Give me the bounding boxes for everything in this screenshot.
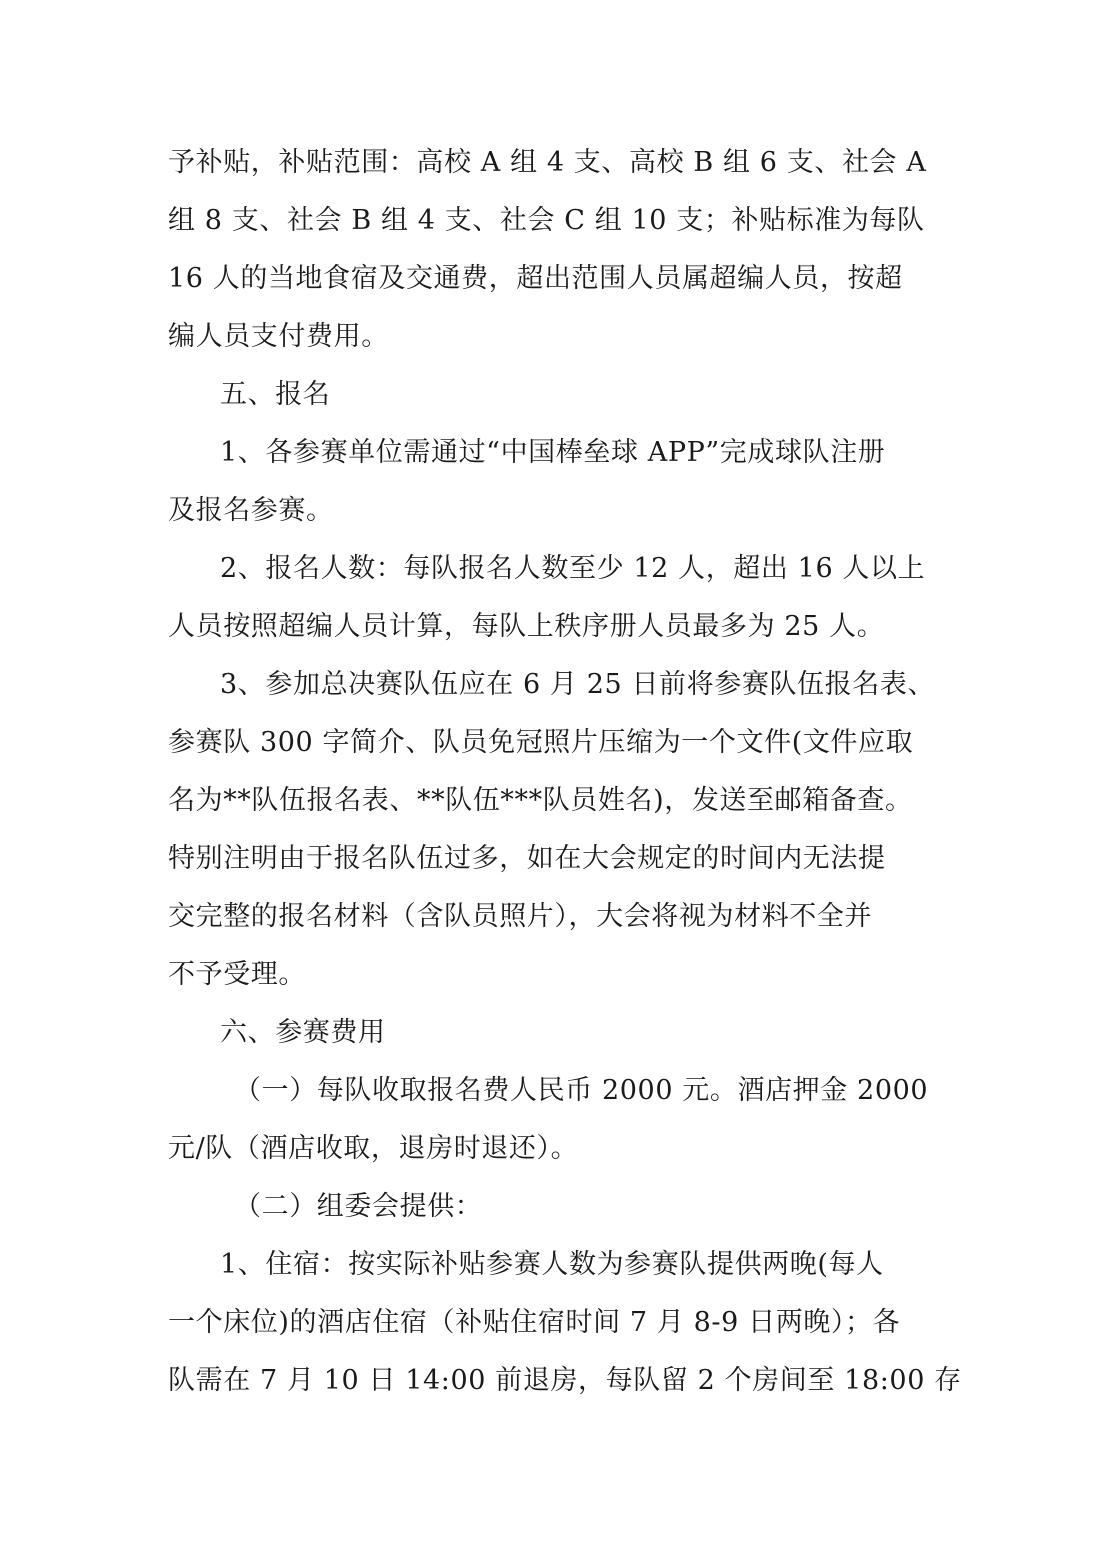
paragraph-line: 1、各参赛单位需通过“中国棒垒球 APP”完成球队注册 xyxy=(220,437,886,468)
paragraph-line: 2、报名人数：每队报名人数至少 12 人，超出 16 人以上 xyxy=(220,553,926,584)
paragraph-line: 参赛队 300 字简介、队员免冠照片压缩为一个文件(文件应取 xyxy=(168,727,914,758)
paragraph-line: 名为**队伍报名表、**队伍***队员姓名)，发送至邮箱备查。 xyxy=(168,785,913,816)
paragraph-line: 人员按照超编人员计算，每队上秩序册人员最多为 25 人。 xyxy=(168,611,885,642)
paragraph-line: 组 8 支、社会 B 组 4 支、社会 C 组 10 支；补贴标准为每队 xyxy=(168,205,925,236)
paragraph-line: 16 人的当地食宿及交通费，超出范围人员属超编人员，按超 xyxy=(168,263,903,294)
paragraph-line: 3、参加总决赛队伍应在 6 月 25 日前将参赛队伍报名表、 xyxy=(220,669,936,700)
paragraph-line: 一个床位)的酒店住宿（补贴住宿时间 7 月 8-9 日两晚）；各 xyxy=(168,1307,901,1338)
paragraph-line: 元/队（酒店收取，退房时退还）。 xyxy=(168,1133,579,1164)
paragraph-line: 不予受理。 xyxy=(168,959,306,990)
paragraph-line: 及报名参赛。 xyxy=(168,495,334,526)
document-page xyxy=(168,134,962,1410)
paragraph-line: 特别注明由于报名队伍过多，如在大会规定的时间内无法提 xyxy=(168,843,886,874)
section-heading-fees: 六、参赛费用 xyxy=(220,1017,386,1048)
paragraph-line: （一）每队收取报名费人民币 2000 元。酒店押金 2000 xyxy=(234,1075,929,1106)
subsection-heading: （二）组委会提供： xyxy=(234,1191,483,1222)
paragraph-line: 1、住宿：按实际补贴参赛人数为参赛队提供两晚(每人 xyxy=(220,1249,884,1280)
paragraph-line: 予补贴，补贴范围：高校 A 组 4 支、高校 B 组 6 支、社会 A xyxy=(168,147,927,178)
section-heading-registration: 五、报名 xyxy=(220,379,331,410)
paragraph-line: 队需在 7 月 10 日 14:00 前退房，每队留 2 个房间至 18:00 存 xyxy=(168,1365,962,1396)
paragraph-line: 交完整的报名材料（含队员照片），大会将视为材料不全并 xyxy=(168,901,873,932)
paragraph-line: 编人员支付费用。 xyxy=(168,321,389,352)
